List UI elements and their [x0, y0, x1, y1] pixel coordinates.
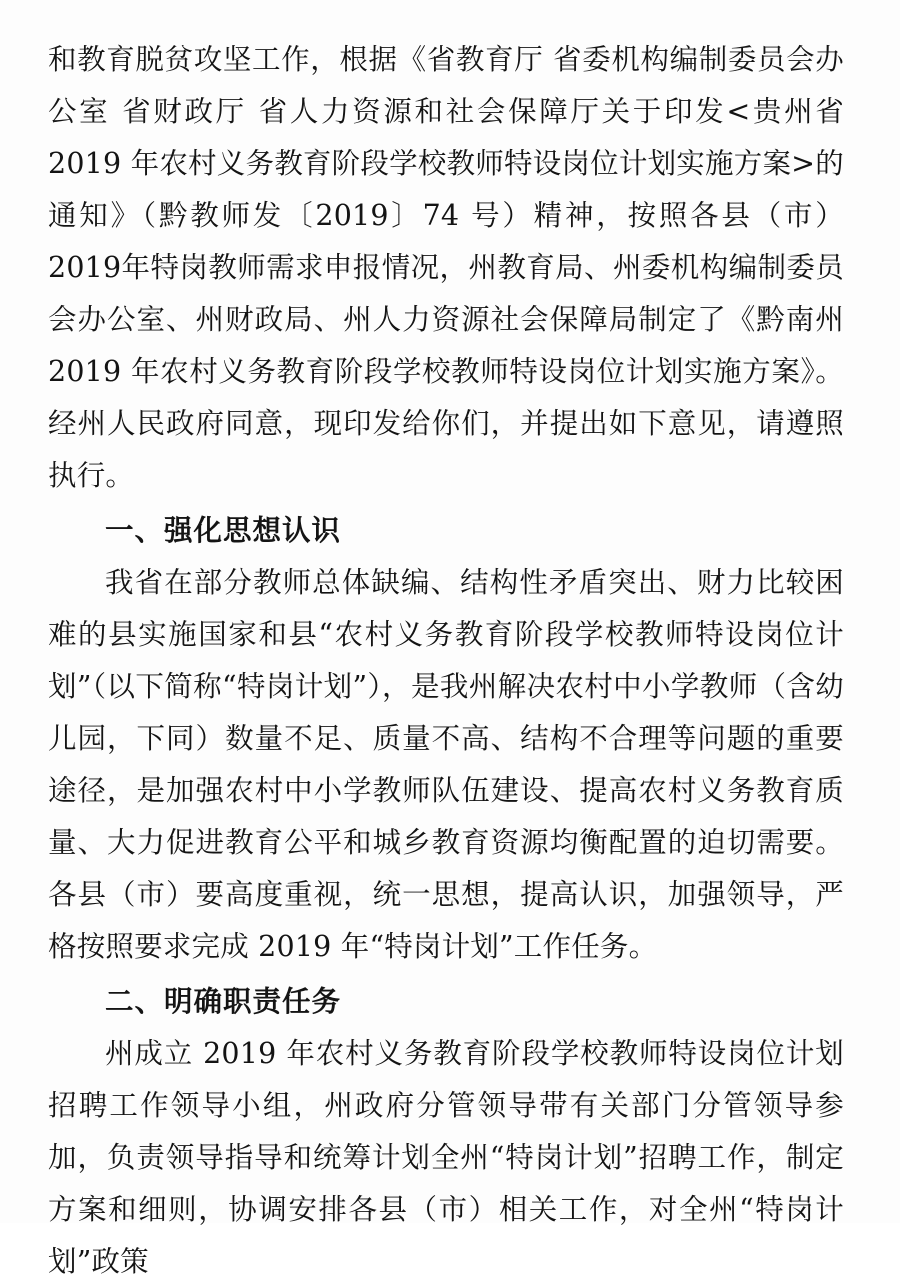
paragraph-intro-continued: 和教育脱贫攻坚工作，根据《省教育厅 省委机构编制委员会办公室 省财政厅 省人力资源和社会保障厅关于印发<贵州省2019 年农村义务教育阶段学校教师特设岗位计划实施方案>的通知》（黔教师发〔2019〕74 号）精神，按照各县（市）2019年特岗教师需求申报情况，州教育局、州委机构编制委员会办公室、州财政局、州人力资源社会保障局制定了《黔南州 2019 年农村义务教育阶段学校教师特设岗位计划实施方案》。经州人民政府同意，现印发给你们，并提出如下意见，请遵照执行。	[48, 43, 844, 492]
document-body	[48, 34, 844, 1288]
paragraph-section-one-body: 我省在部分教师总体缺编、结构性矛盾突出、财力比较困难的县实施国家和县“农村义务教育阶段学校教师特设岗位计划”（以下简称“特岗计划”），是我州解决农村中小学教师（含幼儿园，下同）数量不足、质量不高、结构不合理等问题的重要途径，是加强农村中小学教师队伍建设、提高农村义务教育质量、大力促进教育公平和城乡教育资源均衡配置的迫切需要。各县（市）要高度重视，统一思想，提高认识，加强领导，严格按照要求完成 2019 年“特岗计划”工作任务。	[48, 566, 844, 963]
paragraph-section-two-body: 州成立 2019 年农村义务教育阶段学校教师特设岗位计划招聘工作领导小组，州政府分管领导带有关部门分管领导参加，负责领导指导和统筹计划全州“特岗计划”招聘工作，制定方案和细则，协调安排各县（市）相关工作，对全州“特岗计划”政策	[48, 1037, 844, 1278]
section-heading-one: 一、强化思想认识	[105, 514, 342, 547]
section-heading-two: 二、明确职责任务	[105, 985, 342, 1018]
